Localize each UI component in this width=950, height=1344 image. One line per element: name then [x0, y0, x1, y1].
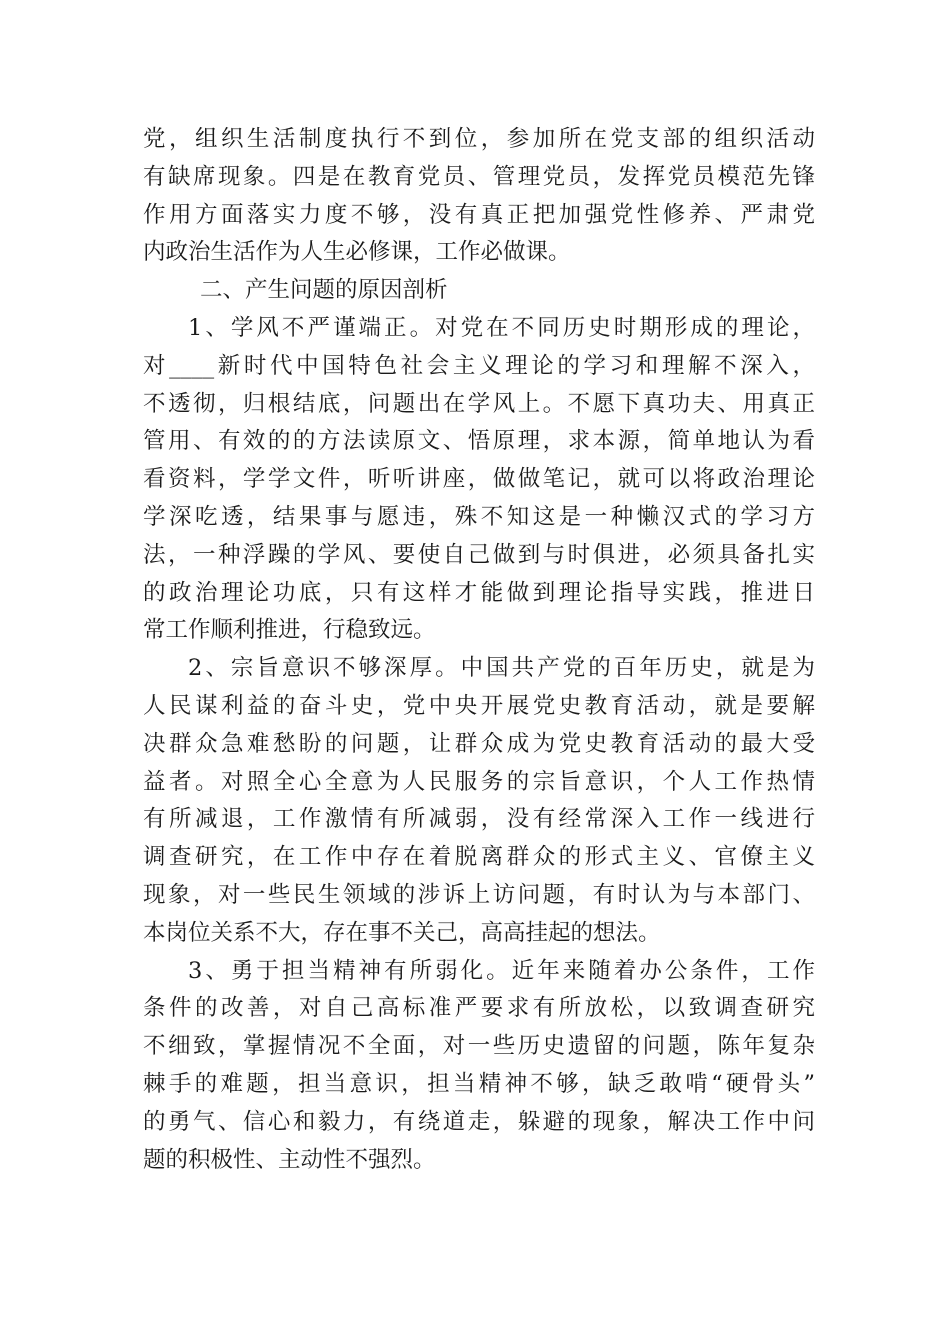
paragraph-study-style [143, 310, 815, 650]
text-line: 2、宗旨意识不够深厚。中国共产党的百年历史，就是为 [188, 655, 815, 682]
text-line: 决群众急难愁盼的问题，让群众成为党史教育活动的最大受 [143, 730, 815, 757]
text-line: 内政治生活作为人生必修课，工作必做课。 [143, 239, 571, 266]
paragraph-continuation [143, 121, 815, 272]
text-line: 管用、有效的的方法读原文、悟原理，求本源，简单地认为看 [143, 428, 815, 455]
text-line: 人民谋利益的奋斗史，党中央开展党史教育活动，就是要解 [143, 692, 815, 719]
section-heading [143, 272, 815, 310]
text-line: 作用方面落实力度不够，没有真正把加强党性修养、严肃党 [143, 201, 815, 228]
text-line: 常工作顺利推进，行稳致远。 [143, 617, 436, 644]
text-line: 现象，对一些民生领域的涉诉上访问题，有时认为与本部门、 [143, 881, 815, 908]
text-line: 的政治理论功底，只有这样才能做到理论指导实践，推进日 [143, 579, 815, 606]
text-line: 不透彻，归根结底，问题出在学风上。不愿下真功夫、用真正 [143, 390, 815, 417]
text-line: 本岗位关系不大，存在事不关己，高高挂起的想法。 [143, 919, 661, 946]
text-line: 益者。对照全心全意为人民服务的宗旨意识，个人工作热情 [143, 768, 815, 795]
text-line: 看资料，学学文件，听听讲座，做做笔记，就可以将政治理论 [143, 466, 815, 493]
text-line: 有缺席现象。四是在教育党员、管理党员，发挥党员模范先锋 [143, 163, 815, 190]
text-line: 有所减退，工作激情有所减弱，没有经常深入工作一线进行 [143, 806, 815, 833]
text-line: 条件的改善，对自己高标准严要求有所放松，以致调查研究 [143, 995, 815, 1022]
paragraph-purpose-awareness [143, 650, 815, 952]
paragraph-responsibility [143, 953, 815, 1180]
text-line: 对____新时代中国特色社会主义理论的学习和理解不深入， [143, 352, 815, 379]
text-line: 不细致，掌握情况不全面，对一些历史遗留的问题，陈年复杂 [143, 1033, 815, 1060]
text-line: 调查研究，在工作中存在着脱离群众的形式主义、官僚主义 [143, 844, 815, 871]
text-line: 棘手的难题，担当意识，担当精神不够，缺乏敢啃“硬骨头” [143, 1070, 815, 1097]
text-line: 学深吃透，结果事与愿违，殊不知这是一种懒汉式的学习方 [143, 503, 815, 530]
text-line: 3、勇于担当精神有所弱化。近年来随着办公条件，工作 [188, 957, 815, 984]
text-line: 题的积极性、主动性不强烈。 [143, 1146, 436, 1173]
text-line: 1、学风不严谨端正。对党在不同历史时期形成的理论， [188, 314, 815, 341]
text-line: 党，组织生活制度执行不到位，参加所在党支部的组织活动 [143, 126, 815, 152]
text-line: 法，一种浮躁的学风、要使自己做到与时俱进，必须具备扎实 [143, 541, 815, 568]
document-page [143, 121, 815, 1179]
heading-text: 二、产生问题的原因剖析 [200, 277, 448, 304]
text-line: 的勇气、信心和毅力，有绕道走，躲避的现象，解决工作中问 [143, 1108, 815, 1135]
